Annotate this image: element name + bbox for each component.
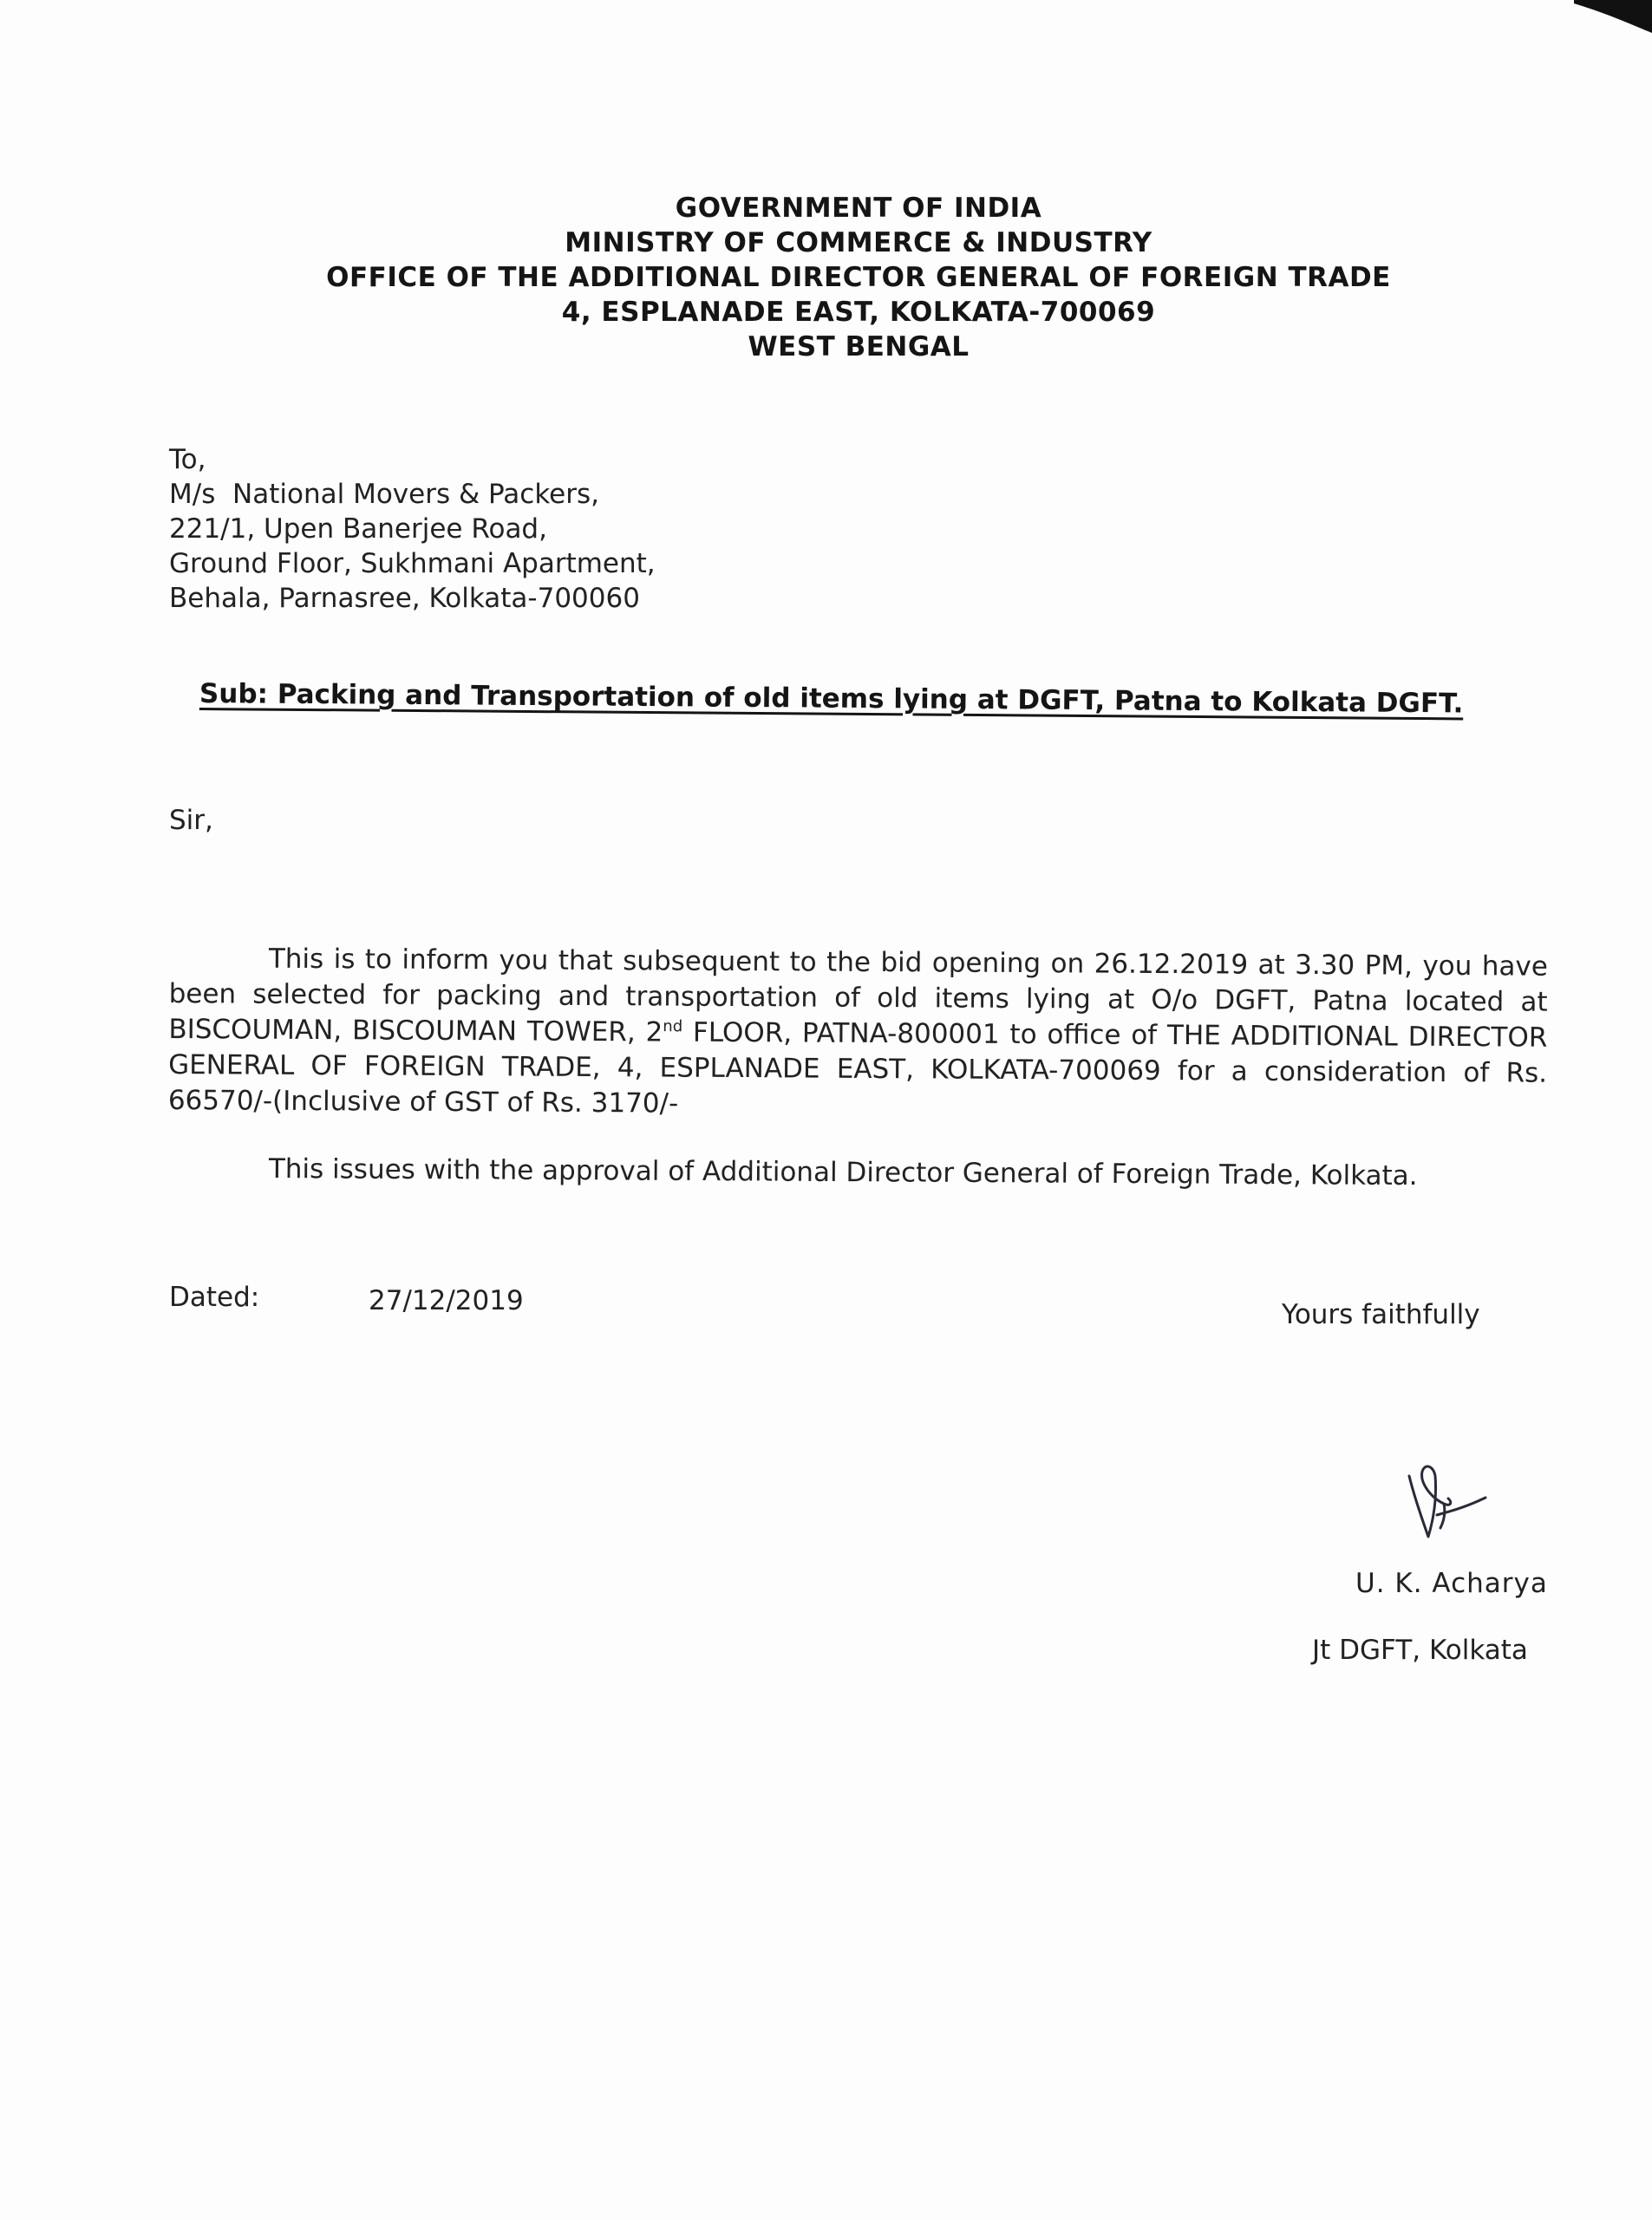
letterhead-ministry: MINISTRY OF COMMERCE & INDUSTRY — [565, 227, 1152, 258]
salutation: Sir, — [169, 805, 213, 836]
scan-corner-shadow — [1574, 0, 1652, 35]
addressee-building: Ground Floor, Sukhmani Apartment, — [169, 548, 656, 579]
body-paragraph — [168, 941, 1548, 1127]
approval-statement: This issues with the approval of Additional Director General of Foreign Trade, Kolkata. — [268, 1153, 1418, 1192]
body-text-part2: FLOOR, PATNA-800001 to office of THE ADDITIONAL DIRECTOR GENERAL OF FOREIGN TRADE, 4, ESPLANADE EAST, KOLKATA-700069 for a consideration of Rs. 66570/-(Inclusive of GST of Rs. 3170/- — [167, 1016, 1548, 1120]
addressee-street: 221/1, Upen Banerjee Road, — [169, 513, 547, 545]
signatory-title: Jt DGFT, Kolkata — [1312, 1635, 1528, 1666]
closing-phrase: Yours faithfully — [1282, 1299, 1480, 1330]
dated-label: Dated: — [169, 1282, 260, 1313]
addressee-name: M/s National Movers & Packers, — [169, 479, 599, 510]
subject-line: Sub: Packing and Transportation of old items lying at DGFT, Patna to Kolkata DGFT. — [199, 678, 1464, 720]
letterhead-office: OFFICE OF THE ADDITIONAL DIRECTOR GENERAL OF FOREIGN TRADE — [326, 262, 1391, 293]
letterhead — [295, 191, 1422, 364]
dated-value: 27/12/2019 — [369, 1285, 524, 1316]
signatory-name: U. K. Acharya — [1355, 1568, 1548, 1599]
body-ordinal: nd — [663, 1017, 683, 1036]
addressee-block — [169, 442, 656, 616]
body-text-part1: This is to inform you that subsequent to the bid opening on 26.12.2019 at 3.30 PM, you have been selected for packing and transportation of old items lying at O/o DGFT, Patna located at BISCOUMAN, BISCOUMAN TOWER, 2 — [168, 943, 1548, 1048]
letterhead-government: GOVERNMENT OF INDIA — [675, 193, 1042, 224]
addressee-locality: Behala, Parnasree, Kolkata-700060 — [169, 583, 640, 614]
addressee-to: To, — [169, 444, 206, 475]
letterhead-address: 4, ESPLANADE EAST, KOLKATA-700069 — [561, 297, 1156, 328]
letterhead-state: WEST BENGAL — [748, 331, 970, 362]
handwritten-signature — [1383, 1450, 1513, 1554]
